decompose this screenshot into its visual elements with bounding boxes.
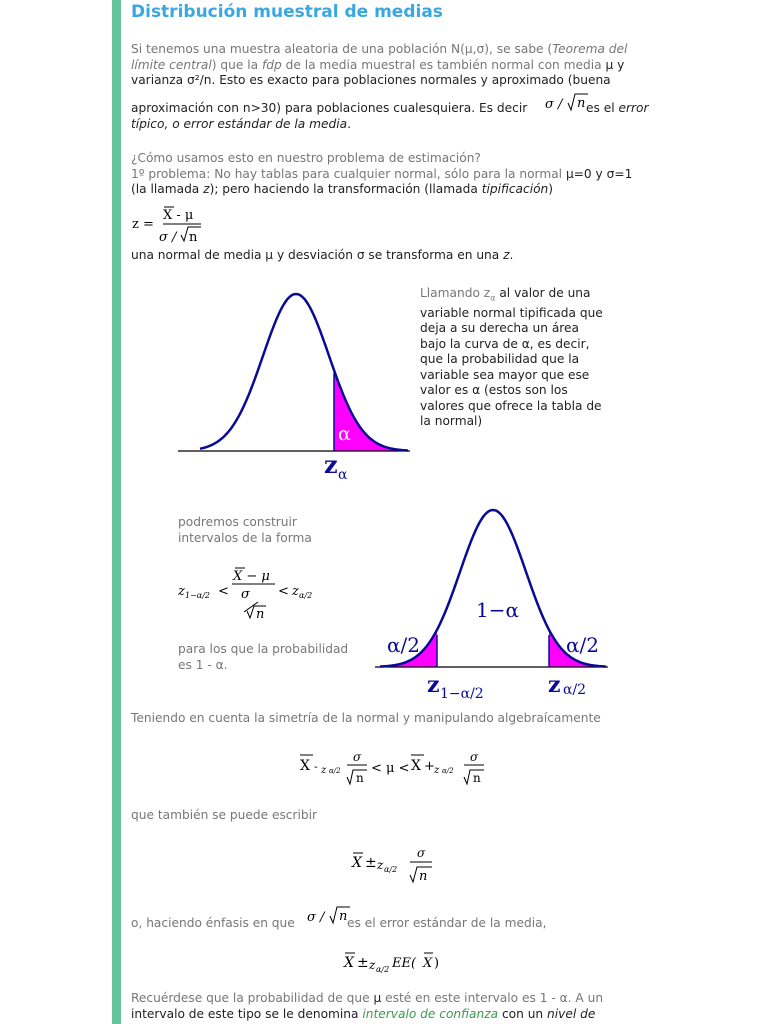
sigma-sqrt-n-inline [305,903,351,929]
svg-text:<: < [278,584,289,599]
standard-error-formula [342,948,452,978]
interval-formula-full [297,745,497,791]
svg-text:< μ <: < μ < [371,761,410,776]
left-sidebar-bar [112,0,121,1024]
z-lower-subscript: 1−α/2 [440,686,484,702]
interval-formula-compact [350,843,440,889]
svg-text:): ) [434,956,440,971]
svg-text:σ: σ [353,750,362,764]
svg-text:n: n [256,607,265,622]
svg-text:-: - [314,760,318,773]
problem-paragraph: ¿Cómo usamos esto en nuestro problema de estimación? 1º problema: No hay tablas para cualquier normal, sólo para la normal μ=0 y σ=1 (la llamada z); pero haciendo la transformación (llamada tipificación) [131,151,633,196]
svg-text:X: X [423,956,433,971]
svg-text:z: z [377,858,384,872]
svg-text:n: n [339,909,348,924]
bell-curve [200,294,408,451]
left-tail-label: α/2 [387,633,420,657]
svg-text:z: z [292,584,299,599]
svg-text:σ /: σ / [545,97,563,112]
svg-text:X: X [344,955,354,971]
svg-text:α/2: α/2 [442,767,454,775]
rewrite-paragraph: que también se puede escribir [131,808,318,822]
svg-text:n: n [473,771,481,785]
normal-curve-two-tails [370,500,615,705]
svg-text:X − μ: X − μ [233,569,270,584]
svg-text:X: X [352,855,362,871]
svg-text:z =: z = [132,217,154,232]
intro-line4-b: es el error [586,101,649,115]
symmetry-paragraph: Teniendo en cuenta la simetría de la normal y manipulando algebraícamente [131,711,601,725]
svg-text:X - μ: X - μ [163,208,194,223]
svg-text:±: ± [357,955,369,971]
page-title: Distribución muestral de medias [131,2,443,22]
emphasis-line: o, haciendo énfasis en que [131,916,295,930]
emphasis-line-b: es el error estándar de la media, [347,916,547,930]
transform-sentence: una normal de media μ y desviación σ se transforma en una z. [131,248,514,262]
svg-text:X: X [411,758,421,774]
z-subscript: α [338,467,348,483]
svg-text:α/2: α/2 [299,591,313,600]
svg-text:z: z [178,584,185,599]
intervalo-confianza-link[interactable]: intervalo de confianza [362,1006,499,1021]
svg-text:+: + [424,759,435,774]
z-upper-subscript: α/2 [563,682,587,698]
z-lower-label: z [427,672,440,698]
intervals-text: podremos construir intervalos de la forma [178,515,312,545]
svg-text:α/2: α/2 [376,965,390,974]
svg-text:σ: σ [470,750,479,764]
intro-paragraph: Si tenemos una muestra aleatoria de una población N(μ,σ), se sabe (Teorema del límite central) que la fdp de la media muestral es también normal con media μ y varianza σ²/n. Esto es exacto para poblaciones normales y aproximado (buena [131,42,628,87]
svg-text:EE(: EE( [392,956,417,971]
probability-text: para los que la probabilidad es 1 - α. [178,642,349,672]
svg-text:n: n [577,96,586,111]
svg-text:σ: σ [417,846,426,860]
interval-formula [178,562,328,626]
svg-text:σ /: σ / [159,230,177,245]
svg-text:n: n [356,771,364,785]
svg-text:α/2: α/2 [329,767,341,775]
svg-text:z: z [434,765,440,776]
right-tail-label: α/2 [566,633,599,657]
svg-text:<: < [218,584,229,599]
normal-curve-right-tail [170,285,420,485]
intro-line5: típico, o error estándar de la media. [131,117,351,131]
svg-text:σ: σ [241,587,250,602]
svg-text:z: z [321,765,327,776]
svg-text:±: ± [365,855,377,871]
confidence-paragraph: Recuérdese que la probabilidad de que μ esté en este intervalo es 1 - α. A un intervalo de este tipo se le denomina intervalo de confianza con un nivel de [131,991,604,1021]
svg-text:n: n [189,230,198,245]
z-upper-label: z [548,672,561,698]
center-area-label: 1−α [476,598,519,622]
alpha-label: α [338,423,351,445]
svg-text:σ /: σ / [307,910,325,925]
intro-line4: aproximación con n>30) para poblaciones cualesquiera. Es decir [131,101,528,115]
z-alpha-note: Llamando $z_\alpha$ al valor de una variable normal tipificada que deja a su derecha un área bajo la curva de α, es decir, que la probabilidad que la variable sea mayor que ese valor es α (estos son los valores que ofrece la tabla de la normal) [420,286,603,429]
svg-text:α/2: α/2 [384,865,398,874]
svg-text:z: z [369,958,376,972]
svg-text:1−α/2: 1−α/2 [185,591,210,600]
z-transform-formula [131,200,211,246]
sigma-sqrt-n-formula [543,90,589,116]
z-label: z [324,450,338,479]
svg-text:n: n [419,869,428,884]
svg-text:X: X [300,758,310,774]
